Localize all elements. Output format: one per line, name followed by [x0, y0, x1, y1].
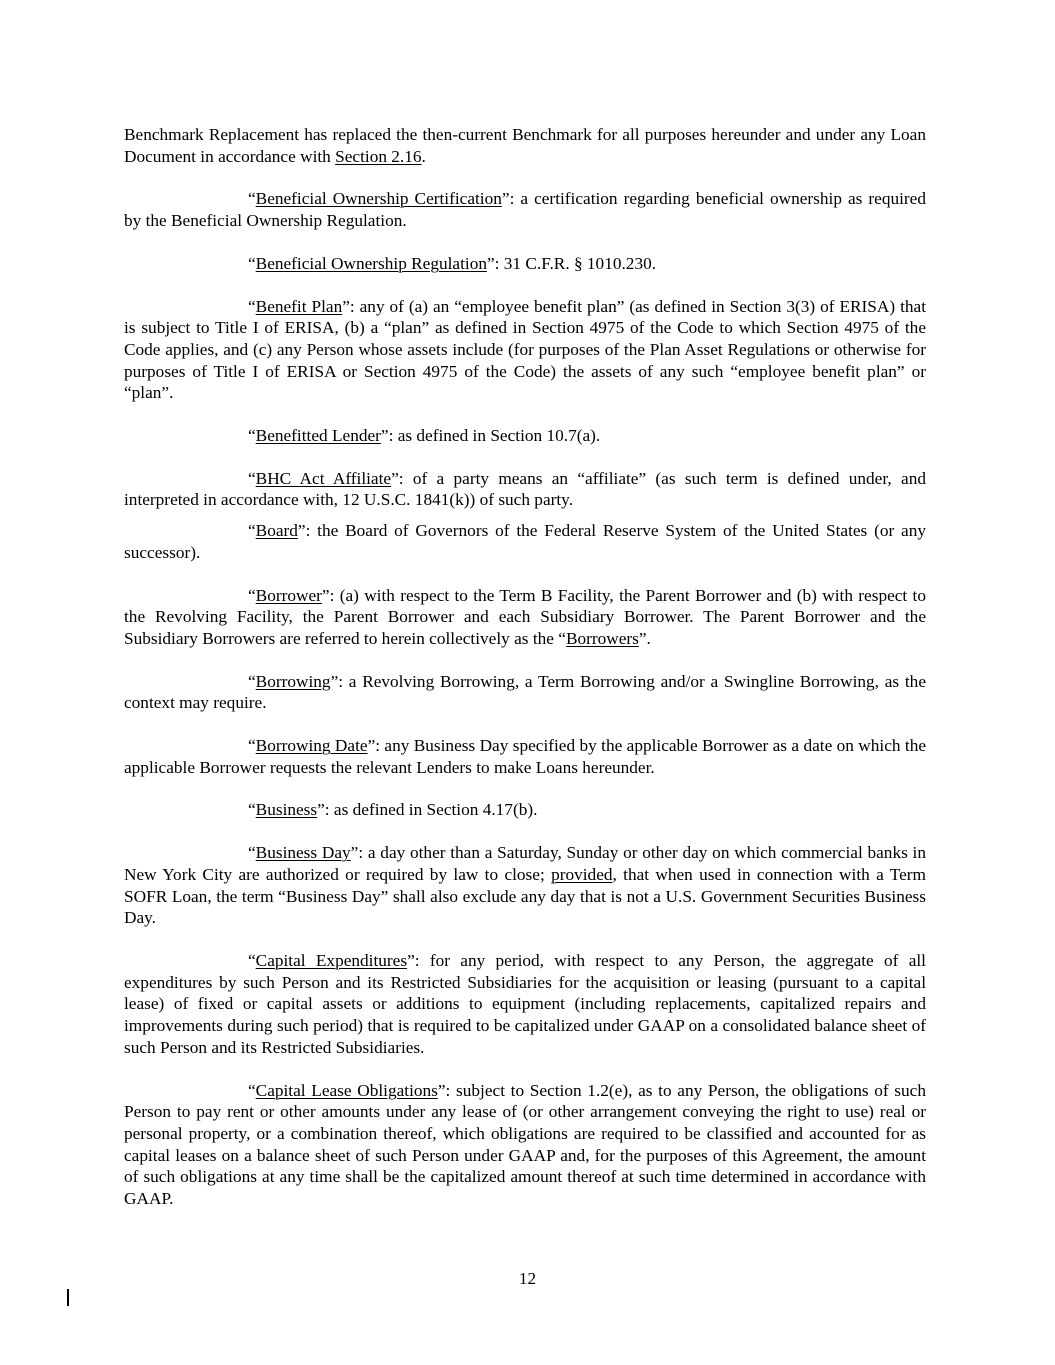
defined-term: Section 2.16: [335, 146, 422, 166]
revision-margin-bar: [67, 1289, 69, 1306]
defined-term: Beneficial Ownership Regulation: [255, 253, 487, 273]
defined-term: Benefitted Lender: [255, 426, 381, 446]
page-number: 12: [518, 1269, 537, 1288]
paragraph-text: “: [248, 843, 256, 863]
paragraph-text: .: [421, 146, 426, 166]
paragraph-text: “: [248, 950, 256, 970]
definition-capital-lease-obligations: [124, 1080, 926, 1210]
paragraph-text: Benchmark Replacement has replaced the then-current Benchmark for all purposes hereunder and under any Loan Document in accordance with: [124, 125, 926, 166]
definition-beneficial-ownership-certification: [124, 188, 926, 231]
paragraph-text: ”: a day other than a Saturday, Sunday or other day on which commercial banks in New York City are authorized or required by law to close;: [124, 843, 926, 884]
paragraph-text: ”: a certification regarding beneficial ownership as required by the Beneficial Ownership Regulation.: [124, 189, 926, 231]
paragraph-text: ”: 31 C.F.R. § 1010.230.: [487, 253, 657, 273]
paragraph-text: “: [248, 521, 256, 541]
paragraph-text: “: [248, 426, 256, 446]
defined-term: Capital Lease Obligations: [255, 1080, 438, 1100]
paragraph-text: ”.: [638, 628, 651, 648]
paragraph-text: ”: as defined in Section 10.7(a).: [380, 426, 601, 446]
definition-business-day: [124, 842, 926, 929]
paragraph-text: “: [248, 253, 256, 273]
paragraph-text: ”: the Board of Governors of the Federal Reserve System of the United States (or any successor).: [124, 521, 926, 562]
definition-benefit-plan: [124, 296, 926, 405]
defined-term: Business Day: [255, 843, 351, 863]
defined-term: Business: [255, 800, 318, 820]
paragraph-text: ”: subject to Section 1.2(e), as to any Person, the obligations of such Person to pay rent or other amounts under any lease of (or other arrangement conveying the right to use) real or personal property, or a combination thereof, which obligations are required to be classified and accounted for as capital leases on a balance sheet of such Person under GAAP and, for the purposes of this Agreement, the amount of such obligations at any time shall be the capitalized amount thereof at such time determined in accordance with GAAP.: [124, 1080, 926, 1209]
paragraph-text: ”: as defined in Section 4.17(b).: [317, 800, 538, 820]
paragraph-text: “: [248, 585, 256, 605]
defined-term: Board: [255, 521, 298, 541]
definition-bhc-act-affiliate: [124, 468, 926, 511]
defined-term: Benefit Plan: [255, 296, 343, 316]
paragraph-text: “: [248, 468, 256, 488]
definition-benchmark-continuation: [124, 124, 926, 167]
paragraph-text: ”: for any period, with respect to any Person, the aggregate of all expenditures by such Person and its Restricted Subsidiaries for the acquisition or leasing (pursuant to a capital lease) of fixed or capital assets or additions to equipment (including replacements, capitalized repairs and improvements during such period) that is required to be capitalized under GAAP on a consolidated balance sheet of such Person and its Restricted Subsidiaries.: [124, 950, 926, 1057]
definition-benefitted-lender: [124, 425, 926, 447]
paragraph-text: “: [248, 189, 256, 209]
paragraph-text: “: [248, 800, 256, 820]
defined-term: Borrowers: [565, 628, 639, 648]
paragraph-text: ”: any Business Day specified by the applicable Borrower as a date on which the applicable Borrower requests the relevant Lenders to make Loans hereunder.: [124, 736, 927, 777]
definition-borrowing-date: [124, 735, 926, 778]
defined-term: BHC Act Affiliate: [255, 468, 392, 488]
paragraph-text: “: [248, 296, 256, 316]
paragraph-text: “: [248, 671, 256, 691]
definition-capital-expenditures: [124, 950, 926, 1059]
definition-board: [124, 520, 926, 563]
defined-term: Borrower: [255, 585, 322, 605]
defined-term: Beneficial Ownership Certification: [255, 189, 502, 209]
defined-term: Capital Expenditures: [255, 950, 408, 970]
paragraph-text: ”: (a) with respect to the Term B Facility, the Parent Borrower and (b) with respect to the Revolving Facility, the Parent Borrower and each Subsidiary Borrower. The Parent Borrower and the Subsidiary Borrowers are referred to herein collectively as the “: [124, 585, 926, 648]
paragraph-text: ”: a Revolving Borrowing, a Term Borrowing and/or a Swingline Borrowing, as the context may require.: [124, 671, 926, 713]
paragraph-text: “: [248, 736, 256, 756]
paragraph-text: ”: of a party means an “affiliate” (as such term is defined under, and interpreted in accordance with, 12 U.S.C. 1841(k)) of such party.: [124, 468, 926, 510]
paragraph-text: , that when used in connection with a Term SOFR Loan, the term “Business Day” shall also exclude any day that is not a U.S. Government Securities Business Day.: [124, 864, 926, 928]
defined-term: provided: [551, 864, 613, 884]
defined-term: Borrowing: [255, 671, 331, 691]
definition-borrower: [124, 585, 926, 650]
definition-beneficial-ownership-regulation: [124, 253, 926, 275]
paragraph-text: ”: any of (a) an “employee benefit plan” (as defined in Section 3(3) of ERISA) that is subject to Title I of ERISA, (b) a “plan” as defined in Section 4975 of the Code to which Section 4975 of the Code applies, and (c) any Person whose assets include (for purposes of the Plan Asset Regulations or otherwise for purposes of Title I of ERISA or Section 4975 of the Code) the assets of any such “employee benefit plan” or “plan”.: [124, 296, 926, 403]
document-body: [124, 124, 926, 1231]
definition-borrowing: [124, 671, 926, 714]
paragraph-text: “: [248, 1080, 256, 1100]
defined-term: Borrowing Date: [255, 736, 368, 756]
definition-business: [124, 799, 926, 821]
